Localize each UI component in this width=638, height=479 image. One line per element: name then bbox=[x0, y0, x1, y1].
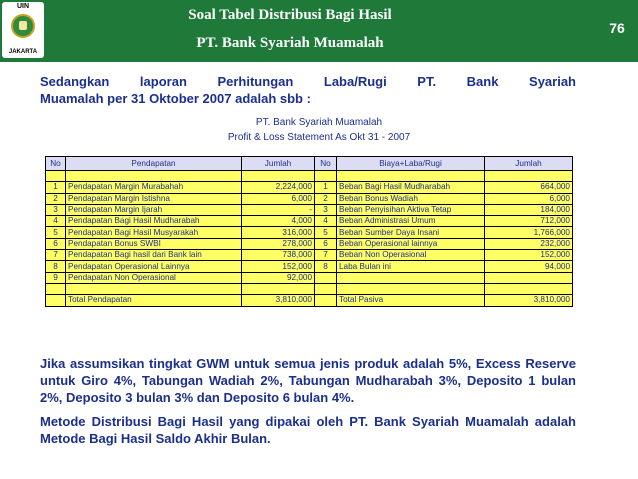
table-cell: 316,000 bbox=[242, 227, 315, 238]
table-cell: 7 bbox=[46, 250, 66, 261]
table-cell: Pendapatan Operasional Lainnya bbox=[66, 261, 242, 272]
column-header: Biaya+Laba/Rugi bbox=[337, 157, 485, 171]
table-cell: - bbox=[242, 204, 315, 215]
table-cell: Beban Bonus Wadiah bbox=[337, 193, 485, 204]
table-row bbox=[46, 204, 573, 215]
table-cell: 4 bbox=[46, 216, 66, 227]
table-cell: Total Pendapatan bbox=[66, 295, 242, 306]
intro-text bbox=[40, 73, 576, 107]
table-cell: Pendapatan Bagi Hasil Mudharabah bbox=[66, 216, 242, 227]
table-cell: Beban Administrasi Umum bbox=[337, 216, 485, 227]
table-row bbox=[46, 272, 573, 283]
table-cell: 6,000 bbox=[485, 193, 573, 204]
column-header: No bbox=[46, 157, 66, 171]
table-cell: Beban Sumber Daya Insani bbox=[337, 227, 485, 238]
table-row bbox=[46, 261, 573, 272]
table-cell: 5 bbox=[46, 227, 66, 238]
slide-header bbox=[0, 0, 638, 62]
intro-line2: Muamalah per 31 Oktober 2007 adalah sbb : bbox=[40, 91, 311, 106]
table-header-row bbox=[46, 157, 573, 171]
table-cell bbox=[315, 171, 337, 182]
column-header: Jumlah bbox=[242, 157, 315, 171]
table-cell bbox=[337, 272, 485, 283]
table-cell bbox=[337, 283, 485, 294]
table-cell: 184,000 bbox=[485, 204, 573, 215]
table-cell: Total Pasiva bbox=[337, 295, 485, 306]
table-cell: 2 bbox=[315, 193, 337, 204]
method-paragraph: Metode Distribusi Bagi Hasil yang dipakai oleh PT. Bank Syariah Muamalah adalah Metode Bagi Hasil Saldo Akhir Bulan. bbox=[40, 414, 576, 446]
table-cell: 2,224,000 bbox=[242, 182, 315, 193]
table-cell: Pendapatan Bagi hasil dari Bank lain bbox=[66, 250, 242, 261]
table-cell bbox=[242, 283, 315, 294]
table-cell: 6 bbox=[46, 238, 66, 249]
page-number: 76 bbox=[609, 20, 625, 36]
table-cell: 3,810,000 bbox=[485, 295, 573, 306]
table-cell: 8 bbox=[315, 261, 337, 272]
table-cell: 2 bbox=[46, 193, 66, 204]
table-cell: Beban Bagi Hasil Mudharabah bbox=[337, 182, 485, 193]
table-row bbox=[46, 295, 573, 306]
table-cell: Pendapatan Margin Murabahah bbox=[66, 182, 242, 193]
intro-line1: Sedangkan laporan Perhitungan Laba/Rugi PT. Bank Syariah bbox=[40, 74, 576, 89]
logo-top-text: UIN bbox=[16, 3, 30, 10]
table-row bbox=[46, 250, 573, 261]
table-cell bbox=[485, 272, 573, 283]
table-row bbox=[46, 193, 573, 204]
table-cell: 712,000 bbox=[485, 216, 573, 227]
table-cell bbox=[66, 171, 242, 182]
table-cell: 4 bbox=[315, 216, 337, 227]
emblem-icon bbox=[11, 14, 35, 38]
table-cell: Beban Non Operasional bbox=[337, 250, 485, 261]
table-row bbox=[46, 283, 573, 294]
table-cell: Laba Bulan ini bbox=[337, 261, 485, 272]
table-cell: 7 bbox=[315, 250, 337, 261]
table-cell: Pendapatan Margin Ijarah bbox=[66, 204, 242, 215]
table-cell: 3,810,000 bbox=[242, 295, 315, 306]
table-cell: 3 bbox=[315, 204, 337, 215]
table-cell: 3 bbox=[46, 204, 66, 215]
table-cell: 278,000 bbox=[242, 238, 315, 249]
table-cell: 1 bbox=[315, 182, 337, 193]
logo-bottom-text: JAKARTA bbox=[8, 49, 38, 55]
table-cell: 92,000 bbox=[242, 272, 315, 283]
table-cell bbox=[485, 283, 573, 294]
university-logo bbox=[2, 2, 44, 58]
table-row bbox=[46, 216, 573, 227]
table-cell: Pendapatan Bonus SWBI bbox=[66, 238, 242, 249]
statement-company: PT. Bank Syariah Muamalah bbox=[255, 117, 383, 128]
column-header: Jumlah bbox=[485, 157, 573, 171]
table-cell: 152,000 bbox=[242, 261, 315, 272]
table-cell bbox=[66, 283, 242, 294]
table-cell: 6,000 bbox=[242, 193, 315, 204]
table-cell: 738,000 bbox=[242, 250, 315, 261]
column-header: Pendapatan bbox=[66, 157, 242, 171]
table-cell bbox=[315, 283, 337, 294]
table-cell: 4,000 bbox=[242, 216, 315, 227]
table-cell bbox=[315, 295, 337, 306]
table-cell: Pendapatan Margin Istishna bbox=[66, 193, 242, 204]
table-cell: 6 bbox=[315, 238, 337, 249]
assumption-paragraph: Jika assumsikan tingkat GWM untuk semua jenis produk adalah 5%, Excess Reserve untuk Giro 4%, Tabungan Wadiah 2%, Tabungan Mudharabah 3%, Deposito 1 bulan 2%, Deposito 3 bulan 3% dan Deposito 6 bulan 4%. bbox=[40, 356, 576, 405]
profit-loss-table bbox=[45, 156, 573, 307]
table-cell bbox=[242, 171, 315, 182]
closing-text bbox=[40, 355, 576, 454]
table-cell: 94,000 bbox=[485, 261, 573, 272]
table-cell bbox=[46, 283, 66, 294]
table-cell: Pendapatan Bagi Hasil Musyarakah bbox=[66, 227, 242, 238]
table-cell: Beban Operasional lainnya bbox=[337, 238, 485, 249]
table-cell: 8 bbox=[46, 261, 66, 272]
table-cell: 9 bbox=[46, 272, 66, 283]
table-cell bbox=[315, 272, 337, 283]
table-cell: 232,000 bbox=[485, 238, 573, 249]
table-cell: Pendapatan Non Operasional bbox=[66, 272, 242, 283]
slide-title-line1: Soal Tabel Distribusi Bagi Hasil bbox=[188, 7, 392, 23]
column-header: No bbox=[315, 157, 337, 171]
table-cell bbox=[46, 171, 66, 182]
table-cell bbox=[46, 295, 66, 306]
table-row bbox=[46, 238, 573, 249]
table-cell: 1,766,000 bbox=[485, 227, 573, 238]
table-cell: 1 bbox=[46, 182, 66, 193]
statement-title: Profit & Loss Statement As Okt 31 - 2007 bbox=[227, 132, 411, 143]
table-cell bbox=[485, 171, 573, 182]
slide-title-line2: PT. Bank Syariah Muamalah bbox=[196, 35, 384, 51]
table-cell: 5 bbox=[315, 227, 337, 238]
table-row bbox=[46, 182, 573, 193]
table-row bbox=[46, 171, 573, 182]
table-cell: 664,000 bbox=[485, 182, 573, 193]
table-cell: Beban Penyisihan Aktiva Tetap bbox=[337, 204, 485, 215]
table-cell bbox=[337, 171, 485, 182]
table-row bbox=[46, 227, 573, 238]
table-cell: 152,000 bbox=[485, 250, 573, 261]
